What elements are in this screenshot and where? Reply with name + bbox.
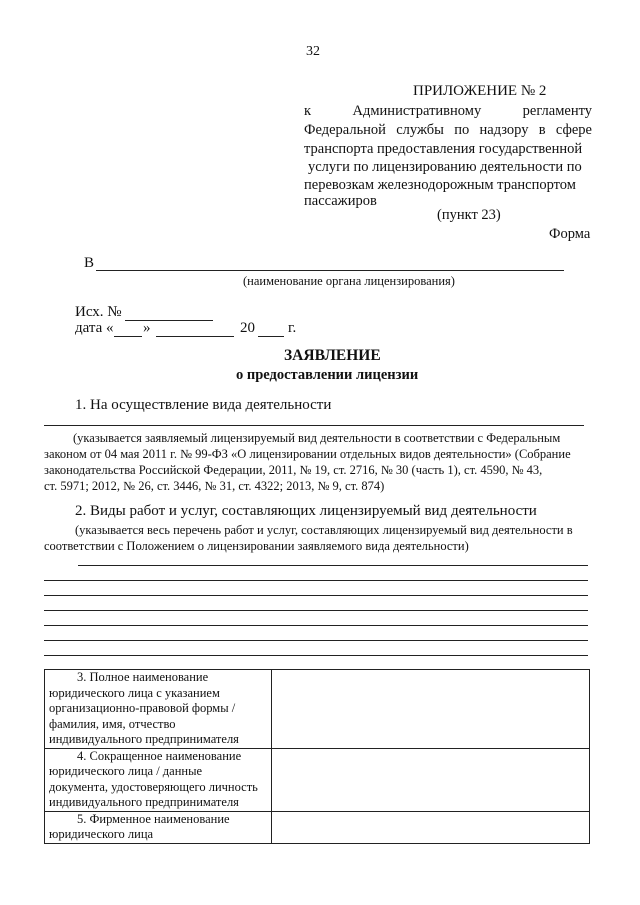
section2-input-line[interactable]	[44, 595, 588, 596]
section2-input-line[interactable]	[44, 625, 588, 626]
row-label-line: 4. Сокращенное наименование	[77, 748, 242, 763]
section1-hint-line: законодательства Российской Федерации, 2011, № 19, ст. 2716, № 30 (часть 1), ст. 4590, № 43,	[44, 463, 543, 477]
row-label-line: 3. Полное наименование	[77, 670, 209, 684]
section2-hint-line: соответствии с Положением о лицензировании заявляемого вида деятельности)	[44, 539, 469, 553]
appendix-line: к Административному регламенту	[304, 103, 592, 119]
recipient-input-line[interactable]	[96, 270, 564, 271]
year-prefix: 20	[240, 320, 255, 336]
applicant-table	[44, 669, 590, 844]
date-label: дата «	[75, 320, 114, 336]
recipient-prefix: В	[84, 255, 95, 271]
year-suffix: г.	[288, 320, 297, 336]
row-label-cell	[45, 748, 272, 811]
section2-input-line[interactable]	[44, 610, 588, 611]
appendix-punkt: (пункт 23)	[437, 207, 501, 223]
row-label-line: документа, удостоверяющего личность	[49, 779, 258, 794]
row-label-cell	[45, 811, 272, 843]
section1-hint-line: ст. 5971; 2012, № 26, ст. 3446, № 31, ст. 4322; 2013, № 9, ст. 874)	[44, 479, 385, 493]
date-mid: »	[143, 320, 151, 336]
appendix-line: услуги по лицензированию деятельности по	[308, 159, 582, 175]
document-title: ЗАЯВЛЕНИЕ	[284, 347, 381, 364]
section2-input-line[interactable]	[44, 580, 588, 581]
section1-title: 1. На осуществление вида деятельности	[75, 397, 332, 413]
appendix-line: Федеральной службы по надзору в сфере	[304, 122, 592, 138]
row-label-line: фамилия, имя, отчество	[49, 716, 176, 731]
table-row	[45, 670, 590, 749]
appendix-line: транспорта предоставления государственной	[304, 141, 583, 157]
date-month-line[interactable]	[156, 336, 234, 337]
row-label-line: юридического лица	[49, 827, 154, 841]
section2-input-line[interactable]	[44, 655, 588, 656]
brand-name-value-cell[interactable]	[272, 811, 590, 843]
section1-hint-line: законом от 04 мая 2011 г. № 99-ФЗ «О лицензировании отдельных видов деятельности» (Собрание	[44, 447, 571, 461]
row-label-line: организационно-правовой формы /	[49, 701, 236, 715]
row-label-cell	[45, 670, 272, 749]
section2-input-line[interactable]	[44, 640, 588, 641]
page-number: 32	[306, 44, 320, 59]
row-label-line: юридического лица с указанием	[49, 685, 220, 700]
row-label-line: индивидуального предпринимателя	[49, 732, 239, 746]
full-name-value-cell[interactable]	[272, 670, 590, 749]
section1-input-line[interactable]	[44, 425, 584, 426]
appendix-title: ПРИЛОЖЕНИЕ № 2	[413, 83, 547, 99]
form-label: Форма	[549, 226, 591, 242]
section2-title: 2. Виды работ и услуг, составляющих лицензируемый вид деятельности	[75, 503, 537, 519]
date-year-line[interactable]	[258, 336, 284, 337]
date-day-line[interactable]	[114, 336, 142, 337]
appendix-line: пассажиров	[304, 193, 377, 209]
row-label-line: 5. Фирменное наименование	[77, 811, 230, 826]
table-row	[45, 748, 590, 811]
document-subtitle: о предоставлении лицензии	[236, 367, 419, 383]
outgoing-number-label: Исх. №	[75, 304, 122, 320]
section1-hint-line: (указывается заявляемый лицензируемый вид деятельности в соответствии с Федеральным	[73, 431, 561, 445]
section2-input-line[interactable]	[78, 565, 588, 566]
row-label-line: индивидуального предпринимателя	[49, 795, 239, 809]
appendix-line: перевозкам железнодорожным транспортом	[304, 177, 576, 193]
section2-hint-line: (указывается весь перечень работ и услуг, составляющих лицензируемый вид деятельности в	[75, 523, 573, 537]
recipient-hint: (наименование органа лицензирования)	[243, 274, 455, 288]
short-name-value-cell[interactable]	[272, 748, 590, 811]
table-row	[45, 811, 590, 843]
row-label-line: юридического лица / данные	[49, 764, 203, 778]
outgoing-number-line[interactable]	[125, 320, 213, 321]
